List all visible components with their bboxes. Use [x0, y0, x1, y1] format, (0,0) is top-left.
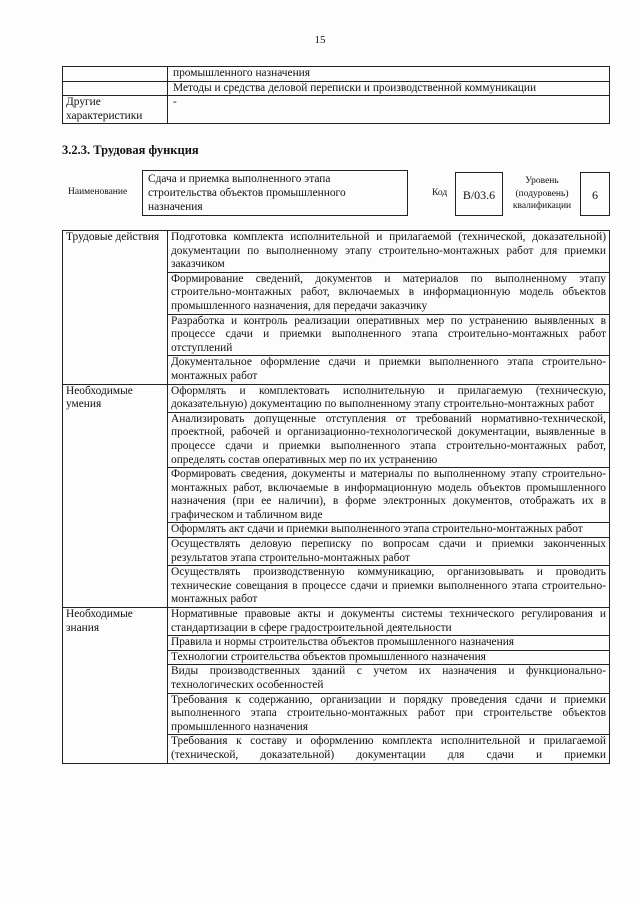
row-text: Нормативные правовые акты и документы системы технического регулирования и стандартизации в сфере градостроительной деятельности: [168, 608, 610, 636]
table-row: [63, 384, 610, 412]
row-label: [63, 67, 168, 82]
row-text: Формирование сведений, документов и материалов по выполненному этапу строительно-монтажных работ, включаемых в информационную модель объектов промышленного назначения, для передачи заказчику: [168, 272, 610, 314]
row-text: Оформлять и комплектовать исполнительную и прилагаемую (техническую, доказательную) документацию по выполненному этапу строительно-монтажных работ: [168, 384, 610, 412]
row-text: промышленного назначения: [168, 67, 610, 82]
category-required-knowledge: Необходимые знания: [63, 608, 168, 764]
row-text: Методы и средства деловой переписки и производственной коммуникации: [168, 81, 610, 96]
page-number: 15: [314, 34, 326, 46]
row-text: Разработка и контроль реализации оперативных мер по устранению выявленных в процессе сдачи и приемки выполненного этапа строительно-монтажных работ отступлений: [168, 314, 610, 356]
function-name-box: Сдача и приемка выполненного этапа строительства объектов промышленного назначения: [142, 170, 408, 216]
row-text: Требования к содержанию, организации и порядку проведения сдачи и приемки выполненного этапа строительно-монтажных работ при строительстве объектов промышленного назначения: [168, 693, 610, 735]
table-row: [63, 67, 610, 82]
row-text: Осуществлять производственную коммуникацию, организовывать и проводить технические совещания в процессе сдачи и приемки выполненного этапа строительно-монтажных работ: [168, 566, 610, 608]
row-text: Формировать сведения, документы и материалы по выполненному этапу строительно-монтажных работ, включаемые в информационную модель объектов промышленного назначения (при ее наличии), в форме электронных документов, отображать их в графическом и табличном виде: [168, 468, 610, 523]
table-row: [63, 608, 610, 636]
row-text: Виды производственных зданий с учетом их назначения и функционально-технологических особенностей: [168, 665, 610, 693]
qualification-level-box: 6: [580, 172, 610, 216]
row-text: Требования к составу и оформлению комплекта исполнительной и прилагаемой (технической, доказательной) документации для сдачи и приемки: [168, 735, 610, 763]
row-label: Другие характеристики: [63, 96, 168, 124]
category-labor-actions: Трудовые действия: [63, 231, 168, 385]
category-required-skills: Необходимые умения: [63, 384, 168, 608]
row-text: Документальное оформление сдачи и приемки выполненного этапа строительно-монтажных работ: [168, 356, 610, 384]
labor-function-table: [62, 230, 610, 764]
table-row: [63, 231, 610, 273]
table-row: [63, 96, 610, 124]
row-text: Оформлять акт сдачи и приемки выполненного этапа строительно-монтажных работ: [168, 523, 610, 538]
level-caption: Уровень (подуровень) квалификации: [512, 176, 572, 211]
table-row: [63, 81, 610, 96]
previous-section-table: [62, 66, 610, 124]
row-text: Технологии строительства объектов промышленного назначения: [168, 650, 610, 665]
name-caption: Наименование: [68, 187, 128, 197]
section-title: 3.2.3. Трудовая функция: [62, 143, 199, 157]
row-text: Подготовка комплекта исполнительной и прилагаемой (технической, доказательной) документации по выполненному этапу строительно-монтажных работ для приемки заказчиком: [168, 231, 610, 273]
code-caption: Код: [432, 188, 448, 198]
row-label: [63, 81, 168, 96]
row-text: Анализировать допущенные отступления от требований нормативно-технической, проектной, рабочей и организационно-технологической документации, выявленные в процессе сдачи и приемки выполненного этапа строительно-монтажных работ, определять состав оперативных мер по их устранению: [168, 412, 610, 467]
row-text: Правила и нормы строительства объектов промышленного назначения: [168, 636, 610, 651]
row-text: Осуществлять деловую переписку по вопросам сдачи и приемки законченных результатов этапа строительно-монтажных работ: [168, 538, 610, 566]
function-code-box: В/03.6: [455, 172, 503, 216]
row-text: -: [168, 96, 610, 124]
